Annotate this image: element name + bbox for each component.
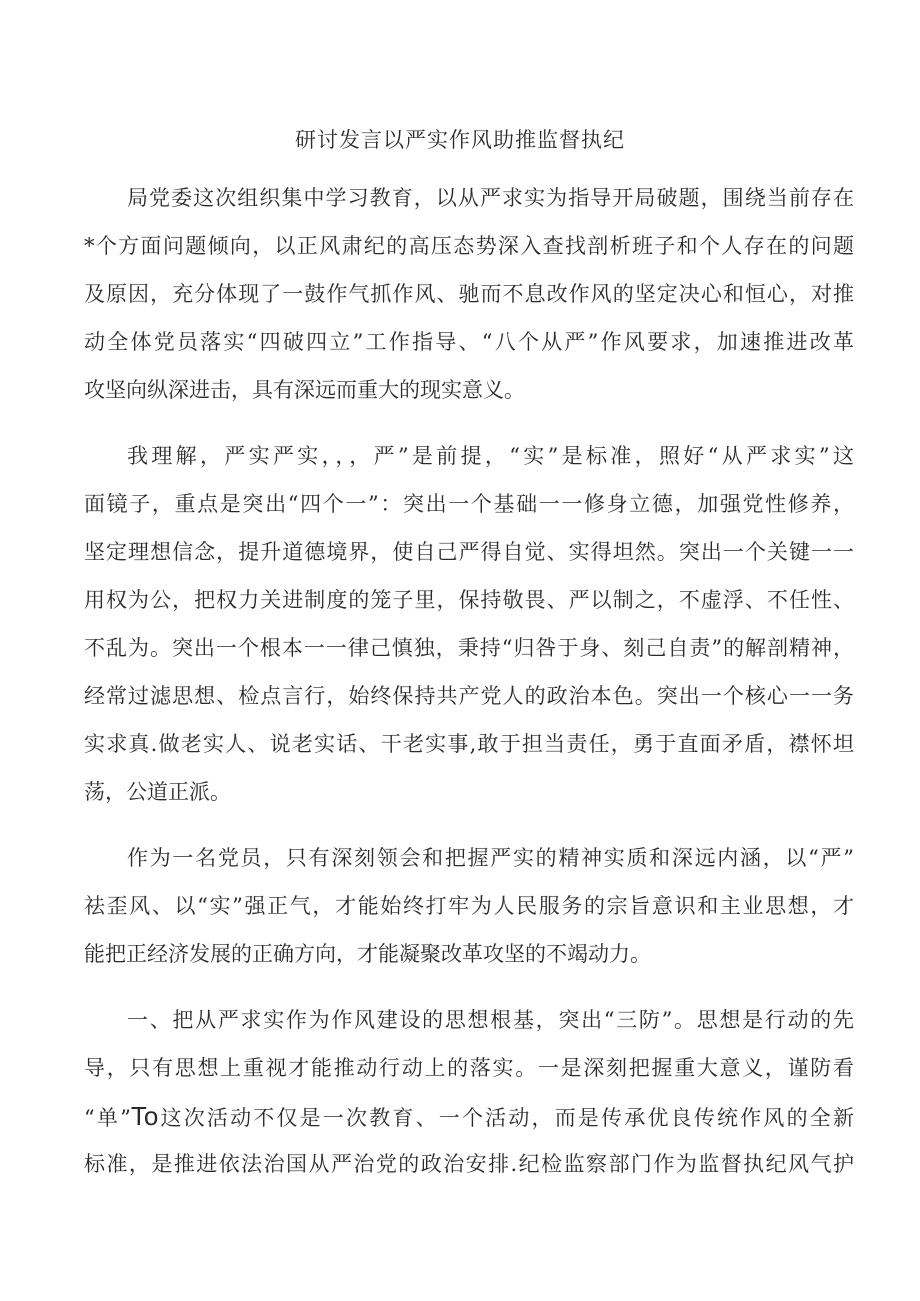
- text-line: 标准，是推进依法治国从严治党的政治安排.纪检监察部门作为监督执纪风气护: [84, 1152, 854, 1176]
- text-line: 能把正经济发展的正确方向，才能凝聚改革攻坚的不竭动力。: [84, 942, 651, 966]
- text-line: 动全体党员落实“四破四立”工作指导、“八个从严”作风要求，加速推进改革: [84, 330, 854, 354]
- text-line: 一、把从严求实作为作风建设的思想根基，突出“三防”。思想是行动的先: [127, 1008, 854, 1032]
- text-line: *个方面问题倾向，以正风肃纪的高压态势深入查找剖析班子和个人存在的问题: [84, 234, 854, 258]
- text-line: 坚定理想信念，提升道德境界，使自己严得自觉、实得坦然。突出一个关键一一: [84, 540, 854, 564]
- text-line: 用权为公，把权力关进制度的笼子里，保持敬畏、严以制之，不虚浮、不任性、: [84, 588, 854, 612]
- text-segment: 这次活动不仅是一次教育、一个活动，而是传承优良传统作风的全新: [158, 1106, 854, 1130]
- text-line: 祛歪风、以“实”强正气，才能始终打牢为人民服务的宗旨意识和主业思想，才: [84, 894, 854, 918]
- paragraph-4: [84, 996, 854, 1188]
- paragraph-2: [84, 432, 854, 816]
- quoted-word: “单”: [84, 1106, 131, 1130]
- text-line: 不乱为。突出一个根本一一律己慎独，秉持“归咎于身、刻己自责”的解剖精神，: [84, 636, 854, 660]
- text-line: 荡，公道正派。: [84, 780, 231, 804]
- text-line-mixed: [84, 1092, 854, 1140]
- paragraph-3: [84, 834, 854, 978]
- paragraph-1: [84, 174, 854, 414]
- text-line: 攻坚向纵深进击，具有深远而重大的现实意义。: [84, 378, 525, 402]
- text-line: 面镜子，重点是突出“四个一”：突出一个基础一一修身立德，加强党性修养，: [84, 492, 854, 516]
- text-line: 实求真.做老实人、说老实话、干老实事,敢于担当责任，勇于直面矛盾，襟怀坦: [84, 732, 854, 756]
- document-title: 研讨发言以严实作风助推监督执纪: [295, 128, 625, 152]
- document-body: [84, 174, 854, 1188]
- text-line: 经常过滤思想、检点言行，始终保持共产党人的政治本色。突出一个核心一一务: [84, 684, 854, 708]
- text-line: 我理解，严实严实，，，严”是前提，“实”是标准，照好“从严求实”这: [127, 444, 854, 468]
- text-line: 局党委这次组织集中学习教育，以从严求实为指导开局破题，围绕当前存在: [127, 186, 854, 210]
- text-line: 及原因，充分体现了一鼓作气抓作风、驰而不息改作风的坚定决心和恒心，对推: [84, 282, 854, 306]
- text-line: 导，只有思想上重视才能推动行动上的落实。一是深刻把握重大意义，谨防看: [84, 1056, 854, 1080]
- text-line: 作为一名党员，只有深刻领会和把握严实的精神实质和深远内涵，以“严”: [127, 846, 854, 870]
- inline-latin-text: To: [130, 1101, 159, 1131]
